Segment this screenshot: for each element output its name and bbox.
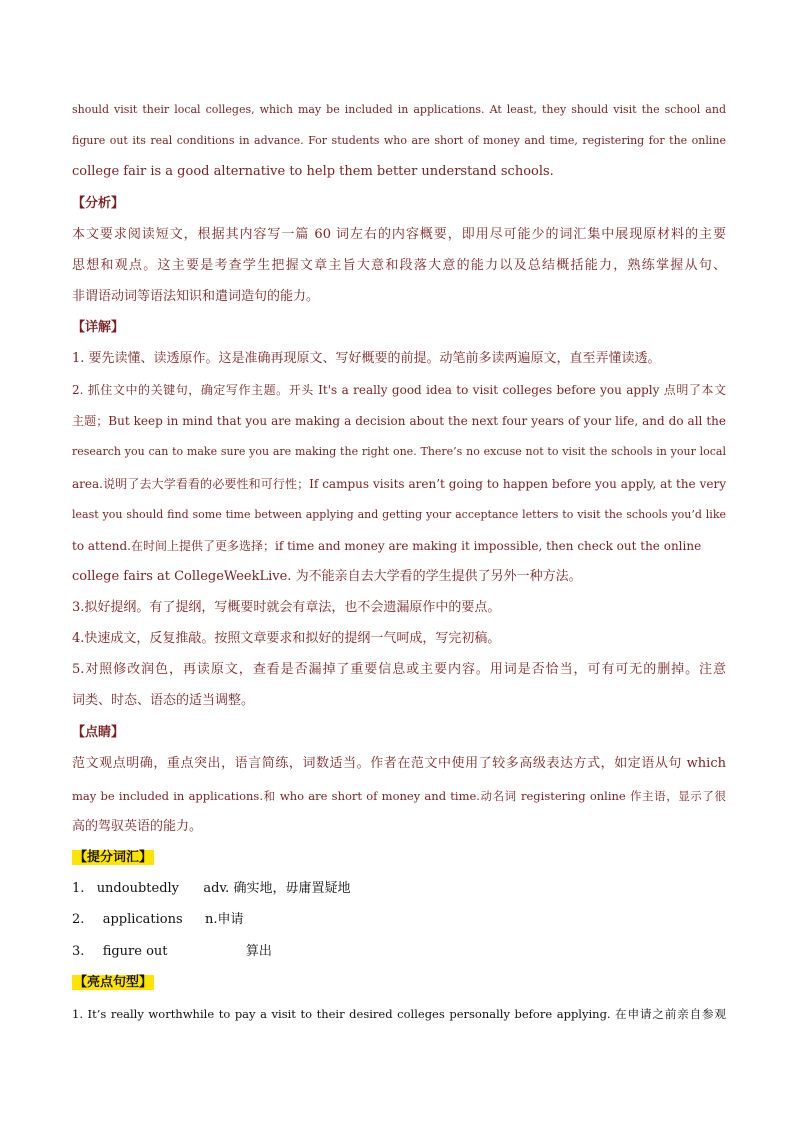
analysis-line-3: 非谓语动词等语法知识和遣词造句的能力。: [72, 289, 320, 304]
details-line-9: 3.拟好提纲。有了提纲，写概要时就会有章法，也不会遗漏原作中的要点。: [72, 600, 501, 615]
vocab-heading: [72, 848, 154, 868]
vocab-item-1: [72, 879, 350, 899]
details-line-5: area.说明了去大学看看的必要性和可行性；If campus visits aren’t going to happen before you apply, at the very: [72, 477, 726, 491]
sentences-heading-label: 【亮点句型】: [74, 975, 153, 990]
comment-line-3: 高的驾驭英语的能力。: [72, 819, 203, 834]
sentences-line-1: 1. It’s really worthwhile to pay a visit to their desired colleges personally before applying. 在申请之前亲自参观: [72, 1007, 726, 1021]
vocab-item-word: applications: [102, 912, 183, 927]
comment-line-1: 范文观点明确，重点突出，语言简练，词数适当。作者在范文中使用了较多高级表达方式，如定语从句 which: [72, 756, 726, 771]
essay-line-1: should visit their local colleges, which may be included in applications. At least, they should visit the school and: [72, 103, 726, 116]
details-line-3: 主题；But keep in mind that you are making a decision about the next four years of your life, and do all the: [72, 414, 726, 428]
analysis-heading: 【分析】: [72, 196, 125, 211]
details-line-11: 5.对照修改润色，再读原文，查看是否漏掉了重要信息或主要内容。用词是否恰当，可有可无的删掉。注意: [72, 662, 726, 677]
comment-line-2: may be included in applications.和 who are short of money and time.动名词 registering online 作主语，显示了很: [72, 789, 726, 803]
analysis-line-1: 本文要求阅读短文，根据其内容写一篇 60 词左右的内容概要，即用尽可能少的词汇集中展现原材料的主要: [72, 227, 726, 242]
vocab-item-word: undoubtedly: [96, 881, 180, 896]
vocab-item-3: [72, 942, 272, 962]
details-heading: 【详解】: [72, 320, 125, 335]
details-line-2: 2. 抓住文中的关键句，确定写作主题。开头 It's a really good idea to visit colleges before you apply 点明了本文: [72, 383, 726, 397]
vocab-item-meaning: adv. 确实地，毋庸置疑地: [203, 881, 351, 896]
essay-line-3: college fair is a good alternative to help them better understand schools.: [72, 164, 554, 179]
vocab-item-meaning: n.申请: [204, 912, 244, 927]
details-line-8: college fairs at CollegeWeekLive. 为不能亲自去大学看的学生提供了另外一种方法。: [72, 569, 582, 584]
details-line-12: 词类、时态、语态的适当调整。: [72, 693, 255, 708]
details-line-10: 4.快速成文，反复推敲。按照文章要求和拟好的提纲一气呵成，写完初稿。: [72, 631, 501, 646]
details-line-1: 1. 要先读懂、读透原作。这是准确再现原文、写好概要的前提。动笔前多读两遍原文，直至弄懂读透。: [72, 351, 661, 366]
sentences-heading: [72, 973, 154, 993]
details-line-4: research you can to make sure you are making the right one. There’s no excuse not to visit the schools in your local: [72, 445, 726, 458]
vocab-item-number: 2.: [72, 912, 85, 927]
vocab-heading-label: 【提分词汇】: [74, 850, 153, 865]
vocab-item-word: figure out: [102, 944, 168, 959]
vocab-item-number: 3.: [72, 944, 85, 959]
vocab-item-number: 1.: [72, 881, 85, 896]
details-line-7: to attend.在时间上提供了更多选择；if time and money are making it impossible, then check out the online: [72, 539, 702, 553]
essay-line-2: figure out its real conditions in advance. For students who are short of money and time, registering for the online: [72, 134, 726, 147]
vocab-item-2: [72, 910, 243, 930]
details-line-6: least you should find some time between applying and getting your acceptance letters to visit the schools you’d like: [72, 508, 726, 521]
comment-heading: 【点睛】: [72, 725, 125, 740]
analysis-line-2: 思想和观点。这主要是考查学生把握文章主旨大意和段落大意的能力以及总结概括能力，熟练掌握从句、: [72, 258, 726, 273]
vocab-item-meaning: 算出: [245, 944, 272, 959]
